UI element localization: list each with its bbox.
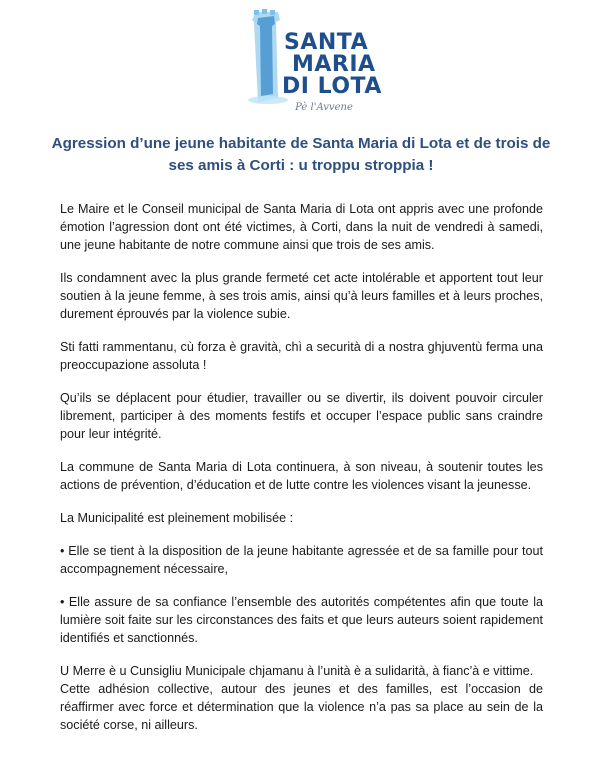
paragraph-condemnation: Ils condamnent avec la plus grande fermeté cet acte intolérable et apportent tout leur soutien à la jeune femme, à ses trois amis, ainsi qu’à leurs familles et à leurs proches, durement éprouvés par la violence subie. <box>60 271 543 321</box>
logo-tagline: Pè l'Avvene <box>295 102 353 113</box>
paragraph-conclusion: Cette adhésion collective, autour des jeunes et des familles, est l’occasion de réaffirmer avec force et détermination que la violence n’a pas sa place au sein de la société corse, ni ailleurs. <box>60 682 543 732</box>
logo-line-santa: SANTA <box>284 30 369 55</box>
logo-line-maria: MARIA <box>292 52 376 77</box>
logo-wordmark <box>282 32 392 98</box>
paragraph-prevention: La commune de Santa Maria di Lota continuera, à son niveau, à soutenir toutes les actions de prévention, d’éducation et de lutte contre les violences visant la jeunesse. <box>60 460 543 492</box>
bullet-item-authorities: • Elle assure de sa confiance l’ensemble des autorités compétentes afin que toute la lumière soit faite sur les circonstances des faits et que leurs auteurs soient rapidement identifiés et sanctionnés. <box>60 595 543 645</box>
press-release-body <box>60 200 543 749</box>
bullet-item-support: • Elle se tient à la disposition de la jeune habitante agressée et de sa famille pour tout accompagnement nécessaire, <box>60 544 543 576</box>
paragraph-statement: Le Maire et le Conseil municipal de Santa Maria di Lota ont appris avec une profonde émotion l’agression dont ont été victimes, à Corti, dans la nuit de vendredi à samedi, une jeune habitante de notre commune ainsi que trois de ses amis. <box>60 202 543 252</box>
municipal-logo <box>238 8 388 118</box>
paragraph-free-movement: Qu’ils se déplacent pour étudier, travailler ou se divertir, ils doivent pouvoir circuler librement, participer à des moments festifs et occuper l’espace public sans craindre pour leur intégrité. <box>60 391 543 441</box>
press-release-title: Agression d’une jeune habitante de Santa Maria di Lota et de trois de ses amis à Corti : u troppu stroppia ! <box>51 135 551 174</box>
logo-line-di-lota: DI LOTA <box>282 74 382 99</box>
paragraph-corsican-unity: U Merre è u Cunsigliu Municipale chjamanu à l’unità è a sulidarità, à fianc’à e vittime. <box>60 664 534 678</box>
paragraph-mobilisation: La Municipalité est pleinement mobilisée : <box>60 511 294 525</box>
paragraph-corsican-security: Sti fatti rammentanu, cù forza è gravità, chì a securità di a nostra ghjuventù ferma una preoccupazione assoluta ! <box>60 340 543 372</box>
